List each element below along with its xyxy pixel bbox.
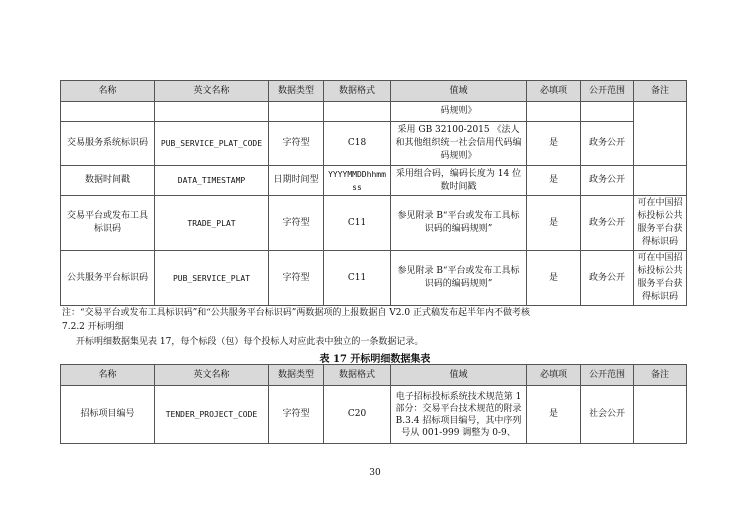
- header-data-type: 数据类型: [269, 81, 324, 102]
- data-table-continued: [60, 80, 687, 306]
- cell-english-name: [155, 102, 269, 122]
- cell-remarks: [634, 102, 687, 166]
- header-remarks: 备注: [634, 81, 687, 102]
- cell-remarks: [634, 386, 687, 444]
- cell-public-scope: 政务公开: [581, 251, 634, 306]
- cell-english-name: TRADE_PLAT: [155, 196, 269, 251]
- cell-remarks: 可在中国招标投标公共服务平台获得标识码: [634, 196, 687, 251]
- header-required: 必填项: [527, 365, 581, 386]
- cell-required: 是: [527, 251, 581, 306]
- bid-opening-detail-table: [60, 364, 687, 444]
- table-row: [61, 386, 687, 444]
- cell-data-format: C20: [324, 386, 391, 444]
- cell-value-domain: 码规则》: [391, 102, 527, 122]
- table-row: [61, 251, 687, 306]
- header-name: 名称: [61, 81, 155, 102]
- cell-name: 交易服务系统标识码: [61, 122, 155, 166]
- cell-remarks: [634, 166, 687, 196]
- cell-required: 是: [527, 386, 581, 444]
- table-row: [61, 102, 687, 122]
- cell-value-domain: 参见附录 B“平台或发布工具标识码的编码规则”: [391, 251, 527, 306]
- header-data-format: 数据格式: [324, 365, 391, 386]
- cell-value-domain: 电子招标投标系统技术规范第 1 部分：交易平台技术规范的附录 B.3.4 招标项目编号，其中序列号从 001-999 调整为 0-9、: [391, 386, 527, 444]
- section-paragraph: 开标明细数据集见表 17，每个标段（包）每个投标人对应此表中独立的一条数据记录。: [76, 337, 424, 347]
- header-english-name: 英文名称: [155, 365, 269, 386]
- cell-english-name: TENDER_PROJECT_CODE: [155, 386, 269, 444]
- page-number: 30: [369, 468, 381, 478]
- cell-public-scope: 政务公开: [581, 196, 634, 251]
- cell-remarks: 可在中国招标投标公共服务平台获得标识码: [634, 251, 687, 306]
- cell-data-type: 日期时间型: [269, 166, 324, 196]
- header-value-domain: 值域: [391, 365, 527, 386]
- table-row: [61, 166, 687, 196]
- header-value-domain: 值域: [391, 81, 527, 102]
- table-row: [61, 122, 687, 166]
- table-row: [61, 196, 687, 251]
- cell-data-type: 字符型: [269, 122, 324, 166]
- cell-english-name: PUB_SERVICE_PLAT: [155, 251, 269, 306]
- cell-data-format: C11: [324, 251, 391, 306]
- table-caption: 表 17 开标明细数据集表: [319, 354, 431, 365]
- header-required: 必填项: [527, 81, 581, 102]
- cell-public-scope: 社会公开: [581, 386, 634, 444]
- header-name: 名称: [61, 365, 155, 386]
- cell-data-format: C18: [324, 122, 391, 166]
- cell-name: 数据时间戳: [61, 166, 155, 196]
- cell-data-type: 字符型: [269, 386, 324, 444]
- table-footnote: 注：“交易平台或发布工具标识码”和“公共服务平台标识码”两数据项的上报数据自 V2.0 正式稿发布起半年内不做考核: [62, 308, 530, 318]
- cell-required: [527, 102, 581, 122]
- cell-public-scope: [581, 102, 634, 122]
- section-heading: 7.2.2 开标明细: [62, 322, 124, 332]
- cell-required: 是: [527, 196, 581, 251]
- cell-data-type: 字符型: [269, 251, 324, 306]
- cell-public-scope: 政务公开: [581, 166, 634, 196]
- cell-value-domain: 参见附录 B“平台或发布工具标识码的编码规则”: [391, 196, 527, 251]
- cell-data-type: [269, 102, 324, 122]
- cell-data-format: C11: [324, 196, 391, 251]
- cell-name: 公共服务平台标识码: [61, 251, 155, 306]
- cell-required: 是: [527, 122, 581, 166]
- cell-name: 招标项目编号: [61, 386, 155, 444]
- header-remarks: 备注: [634, 365, 687, 386]
- cell-required: 是: [527, 166, 581, 196]
- cell-data-format: [324, 102, 391, 122]
- cell-value-domain: 采用 GB 32100-2015 《法人和其他组织统一社会信用代码编码规则》: [391, 122, 527, 166]
- header-data-type: 数据类型: [269, 365, 324, 386]
- cell-value-domain: 采用组合码，编码长度为 14 位数时间戳: [391, 166, 527, 196]
- header-data-format: 数据格式: [324, 81, 391, 102]
- cell-name: 交易平台或发布工具标识码: [61, 196, 155, 251]
- cell-english-name: PUB_SERVICE_PLAT_CODE: [155, 122, 269, 166]
- cell-data-type: 字符型: [269, 196, 324, 251]
- cell-data-format: YYYYMMDDhhmmss: [324, 166, 391, 196]
- table-header-row: [61, 81, 687, 102]
- cell-name: [61, 102, 155, 122]
- table-header-row: [61, 365, 687, 386]
- header-public-scope: 公开范围: [581, 81, 634, 102]
- header-english-name: 英文名称: [155, 81, 269, 102]
- cell-public-scope: 政务公开: [581, 122, 634, 166]
- header-public-scope: 公开范围: [581, 365, 634, 386]
- cell-english-name: DATA_TIMESTAMP: [155, 166, 269, 196]
